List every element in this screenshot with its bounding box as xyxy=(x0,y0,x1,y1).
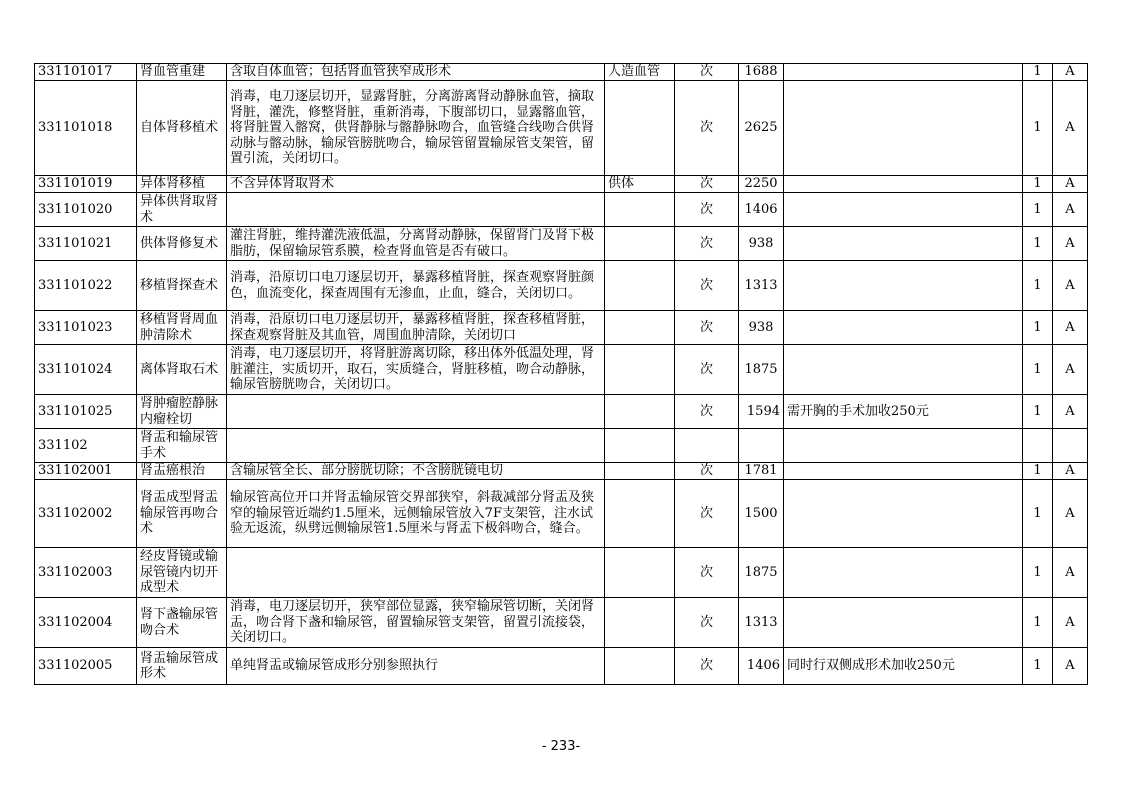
item-price: 1313 xyxy=(739,261,784,311)
item-name: 移植肾探查术 xyxy=(137,261,227,311)
item-count: 1 xyxy=(1023,81,1053,176)
item-name: 异体肾移植 xyxy=(137,176,227,193)
item-price: 938 xyxy=(739,227,784,261)
item-unit: 次 xyxy=(675,176,739,193)
item-price: 1781 xyxy=(739,463,784,480)
table-row xyxy=(35,176,1088,193)
item-unit: 次 xyxy=(675,480,739,548)
table-row xyxy=(35,395,1088,429)
item-count: 1 xyxy=(1023,261,1053,311)
item-excluded xyxy=(605,81,675,176)
table-row xyxy=(35,598,1088,648)
item-class: A xyxy=(1053,64,1088,81)
item-content: 输尿管高位开口并肾盂输尿管交界部狭窄，斜裁减部分肾盂及狭窄的输尿管近端约1.5厘米，远侧输尿管放入7F支架管，注水试验无返流，纵劈远侧输尿管1.5厘米与肾盂下极斜吻合，缝合。 xyxy=(227,480,605,548)
item-note xyxy=(784,480,1023,548)
item-price xyxy=(739,429,784,463)
item-unit: 次 xyxy=(675,548,739,598)
item-excluded xyxy=(605,311,675,345)
item-count: 1 xyxy=(1023,480,1053,548)
item-content: 消毒，电刀逐层切开，显露肾脏，分离游离肾动静脉血管，摘取肾脏，灌洗，修整肾脏，重新消毒，下腹部切口，显露髂血管，将肾脏置入髂窝，供肾静脉与髂静脉吻合，血管缝合线吻合供肾动脉与髂动脉，输尿管膀胱吻合，输尿管留置输尿管支架管，留置引流，关闭切口。 xyxy=(227,81,605,176)
item-unit: 次 xyxy=(675,311,739,345)
item-name: 肾血管重建 xyxy=(137,64,227,81)
item-count: 1 xyxy=(1023,463,1053,480)
item-class: A xyxy=(1053,81,1088,176)
item-name: 异体供肾取肾术 xyxy=(137,193,227,227)
item-note xyxy=(784,261,1023,311)
item-unit: 次 xyxy=(675,395,739,429)
item-content: 消毒，沿原切口电刀逐层切开，暴露移植肾脏，探查观察肾脏颜色，血流变化，探查周围有无渗血，止血，缝合，关闭切口。 xyxy=(227,261,605,311)
item-price: 2250 xyxy=(739,176,784,193)
item-excluded xyxy=(605,429,675,463)
item-price: 1875 xyxy=(739,345,784,395)
table-row xyxy=(35,64,1088,81)
item-content: 不含异体肾取肾术 xyxy=(227,176,605,193)
item-unit: 次 xyxy=(675,64,739,81)
item-code: 331102001 xyxy=(35,463,137,480)
table-row xyxy=(35,463,1088,480)
table-row xyxy=(35,227,1088,261)
item-excluded xyxy=(605,648,675,685)
item-name: 移植肾肾周血肿清除术 xyxy=(137,311,227,345)
item-code: 331101019 xyxy=(35,176,137,193)
page-number: - 233- xyxy=(541,739,581,754)
item-name: 肾下盏输尿管吻合术 xyxy=(137,598,227,648)
item-code: 331102005 xyxy=(35,648,137,685)
item-code: 331101021 xyxy=(35,227,137,261)
item-name: 自体肾移植术 xyxy=(137,81,227,176)
item-content: 含取自体血管；包括肾血管狭窄成形术 xyxy=(227,64,605,81)
item-price: 1688 xyxy=(739,64,784,81)
item-price: 1406 xyxy=(739,193,784,227)
item-code: 331102004 xyxy=(35,598,137,648)
item-unit: 次 xyxy=(675,648,739,685)
item-note xyxy=(784,64,1023,81)
table-row xyxy=(35,480,1088,548)
item-content xyxy=(227,429,605,463)
item-price: 938 xyxy=(739,311,784,345)
item-count: 1 xyxy=(1023,64,1053,81)
item-code: 331102 xyxy=(35,429,137,463)
item-code: 331101025 xyxy=(35,395,137,429)
item-count: 1 xyxy=(1023,311,1053,345)
table-row xyxy=(35,193,1088,227)
item-name: 肾盂成型肾盂输尿管再吻合术 xyxy=(137,480,227,548)
item-name: 肾肿瘤腔静脉内瘤栓切 xyxy=(137,395,227,429)
item-price: 1875 xyxy=(739,548,784,598)
item-content: 消毒，电刀逐层切开，狭窄部位显露，狭窄输尿管切断，关闭肾盂，吻合肾下盏和输尿管，留置输尿管支架管，留置引流接袋，关闭切口。 xyxy=(227,598,605,648)
item-unit xyxy=(675,429,739,463)
item-class: A xyxy=(1053,193,1088,227)
item-code: 331101022 xyxy=(35,261,137,311)
item-class: A xyxy=(1053,480,1088,548)
item-price: 1500 xyxy=(739,480,784,548)
item-class xyxy=(1053,429,1088,463)
item-note xyxy=(784,548,1023,598)
item-price: 1594 xyxy=(739,395,784,429)
table-row xyxy=(35,261,1088,311)
item-count: 1 xyxy=(1023,345,1053,395)
item-code: 331102002 xyxy=(35,480,137,548)
item-class: A xyxy=(1053,648,1088,685)
item-unit: 次 xyxy=(675,598,739,648)
item-name: 供体肾修复术 xyxy=(137,227,227,261)
item-code: 331102003 xyxy=(35,548,137,598)
item-class: A xyxy=(1053,548,1088,598)
item-price: 2625 xyxy=(739,81,784,176)
item-code: 331101020 xyxy=(35,193,137,227)
item-class: A xyxy=(1053,395,1088,429)
table-row xyxy=(35,345,1088,395)
item-unit: 次 xyxy=(675,463,739,480)
item-content: 灌注肾脏，维持灌洗液低温，分离肾动静脉，保留肾门及肾下极脂肪，保留输尿管系膜，检查肾血管是否有破口。 xyxy=(227,227,605,261)
item-price: 1313 xyxy=(739,598,784,648)
item-note xyxy=(784,193,1023,227)
table-row xyxy=(35,429,1088,463)
item-name: 肾盂和输尿管手术 xyxy=(137,429,227,463)
item-name: 肾盂癌根治 xyxy=(137,463,227,480)
item-excluded xyxy=(605,345,675,395)
item-content: 含输尿管全长、部分膀胱切除；不含膀胱镜电切 xyxy=(227,463,605,480)
item-content xyxy=(227,193,605,227)
item-note xyxy=(784,598,1023,648)
item-count: 1 xyxy=(1023,176,1053,193)
item-unit: 次 xyxy=(675,227,739,261)
item-content xyxy=(227,395,605,429)
item-count: 1 xyxy=(1023,193,1053,227)
item-name: 离体肾取石术 xyxy=(137,345,227,395)
fee-table-body xyxy=(35,64,1088,685)
item-note xyxy=(784,81,1023,176)
item-content: 消毒，电刀逐层切开，将肾脏游离切除，移出体外低温处理，肾脏灌注，实质切开，取石，实质缝合，肾脏移植，吻合动静脉，输尿管膀胱吻合，关闭切口。 xyxy=(227,345,605,395)
item-content: 消毒，沿原切口电刀逐层切开，暴露移植肾脏，探查移植肾脏，探查观察肾脏及其血管，周围血肿清除，关闭切口 xyxy=(227,311,605,345)
item-count xyxy=(1023,429,1053,463)
table-row xyxy=(35,648,1088,685)
item-unit: 次 xyxy=(675,261,739,311)
item-price: 1406 xyxy=(739,648,784,685)
table-row xyxy=(35,81,1088,176)
item-content xyxy=(227,548,605,598)
item-excluded: 人造血管 xyxy=(605,64,675,81)
item-unit: 次 xyxy=(675,81,739,176)
item-excluded xyxy=(605,261,675,311)
item-count: 1 xyxy=(1023,648,1053,685)
item-class: A xyxy=(1053,176,1088,193)
item-code: 331101017 xyxy=(35,64,137,81)
item-excluded xyxy=(605,463,675,480)
fee-table xyxy=(34,63,1088,685)
item-count: 1 xyxy=(1023,395,1053,429)
item-note xyxy=(784,429,1023,463)
item-excluded xyxy=(605,548,675,598)
item-class: A xyxy=(1053,261,1088,311)
item-excluded xyxy=(605,598,675,648)
item-note xyxy=(784,345,1023,395)
item-class: A xyxy=(1053,598,1088,648)
item-excluded xyxy=(605,193,675,227)
item-count: 1 xyxy=(1023,548,1053,598)
item-unit: 次 xyxy=(675,345,739,395)
item-code: 331101018 xyxy=(35,81,137,176)
item-class: A xyxy=(1053,345,1088,395)
item-note xyxy=(784,463,1023,480)
item-count: 1 xyxy=(1023,598,1053,648)
item-count: 1 xyxy=(1023,227,1053,261)
item-code: 331101024 xyxy=(35,345,137,395)
item-excluded xyxy=(605,395,675,429)
item-excluded: 供体 xyxy=(605,176,675,193)
table-row xyxy=(35,548,1088,598)
item-note: 需开胸的手术加收250元 xyxy=(784,395,1023,429)
table-row xyxy=(35,311,1088,345)
item-note xyxy=(784,176,1023,193)
item-excluded xyxy=(605,480,675,548)
item-note xyxy=(784,227,1023,261)
item-unit: 次 xyxy=(675,193,739,227)
item-note: 同时行双侧成形术加收250元 xyxy=(784,648,1023,685)
item-class: A xyxy=(1053,227,1088,261)
item-class: A xyxy=(1053,463,1088,480)
item-class: A xyxy=(1053,311,1088,345)
item-name: 肾盂输尿管成形术 xyxy=(137,648,227,685)
item-name: 经皮肾镜或输尿管镜内切开成型术 xyxy=(137,548,227,598)
item-note xyxy=(784,311,1023,345)
item-content: 单纯肾盂或输尿管成形分别参照执行 xyxy=(227,648,605,685)
item-excluded xyxy=(605,227,675,261)
item-code: 331101023 xyxy=(35,311,137,345)
